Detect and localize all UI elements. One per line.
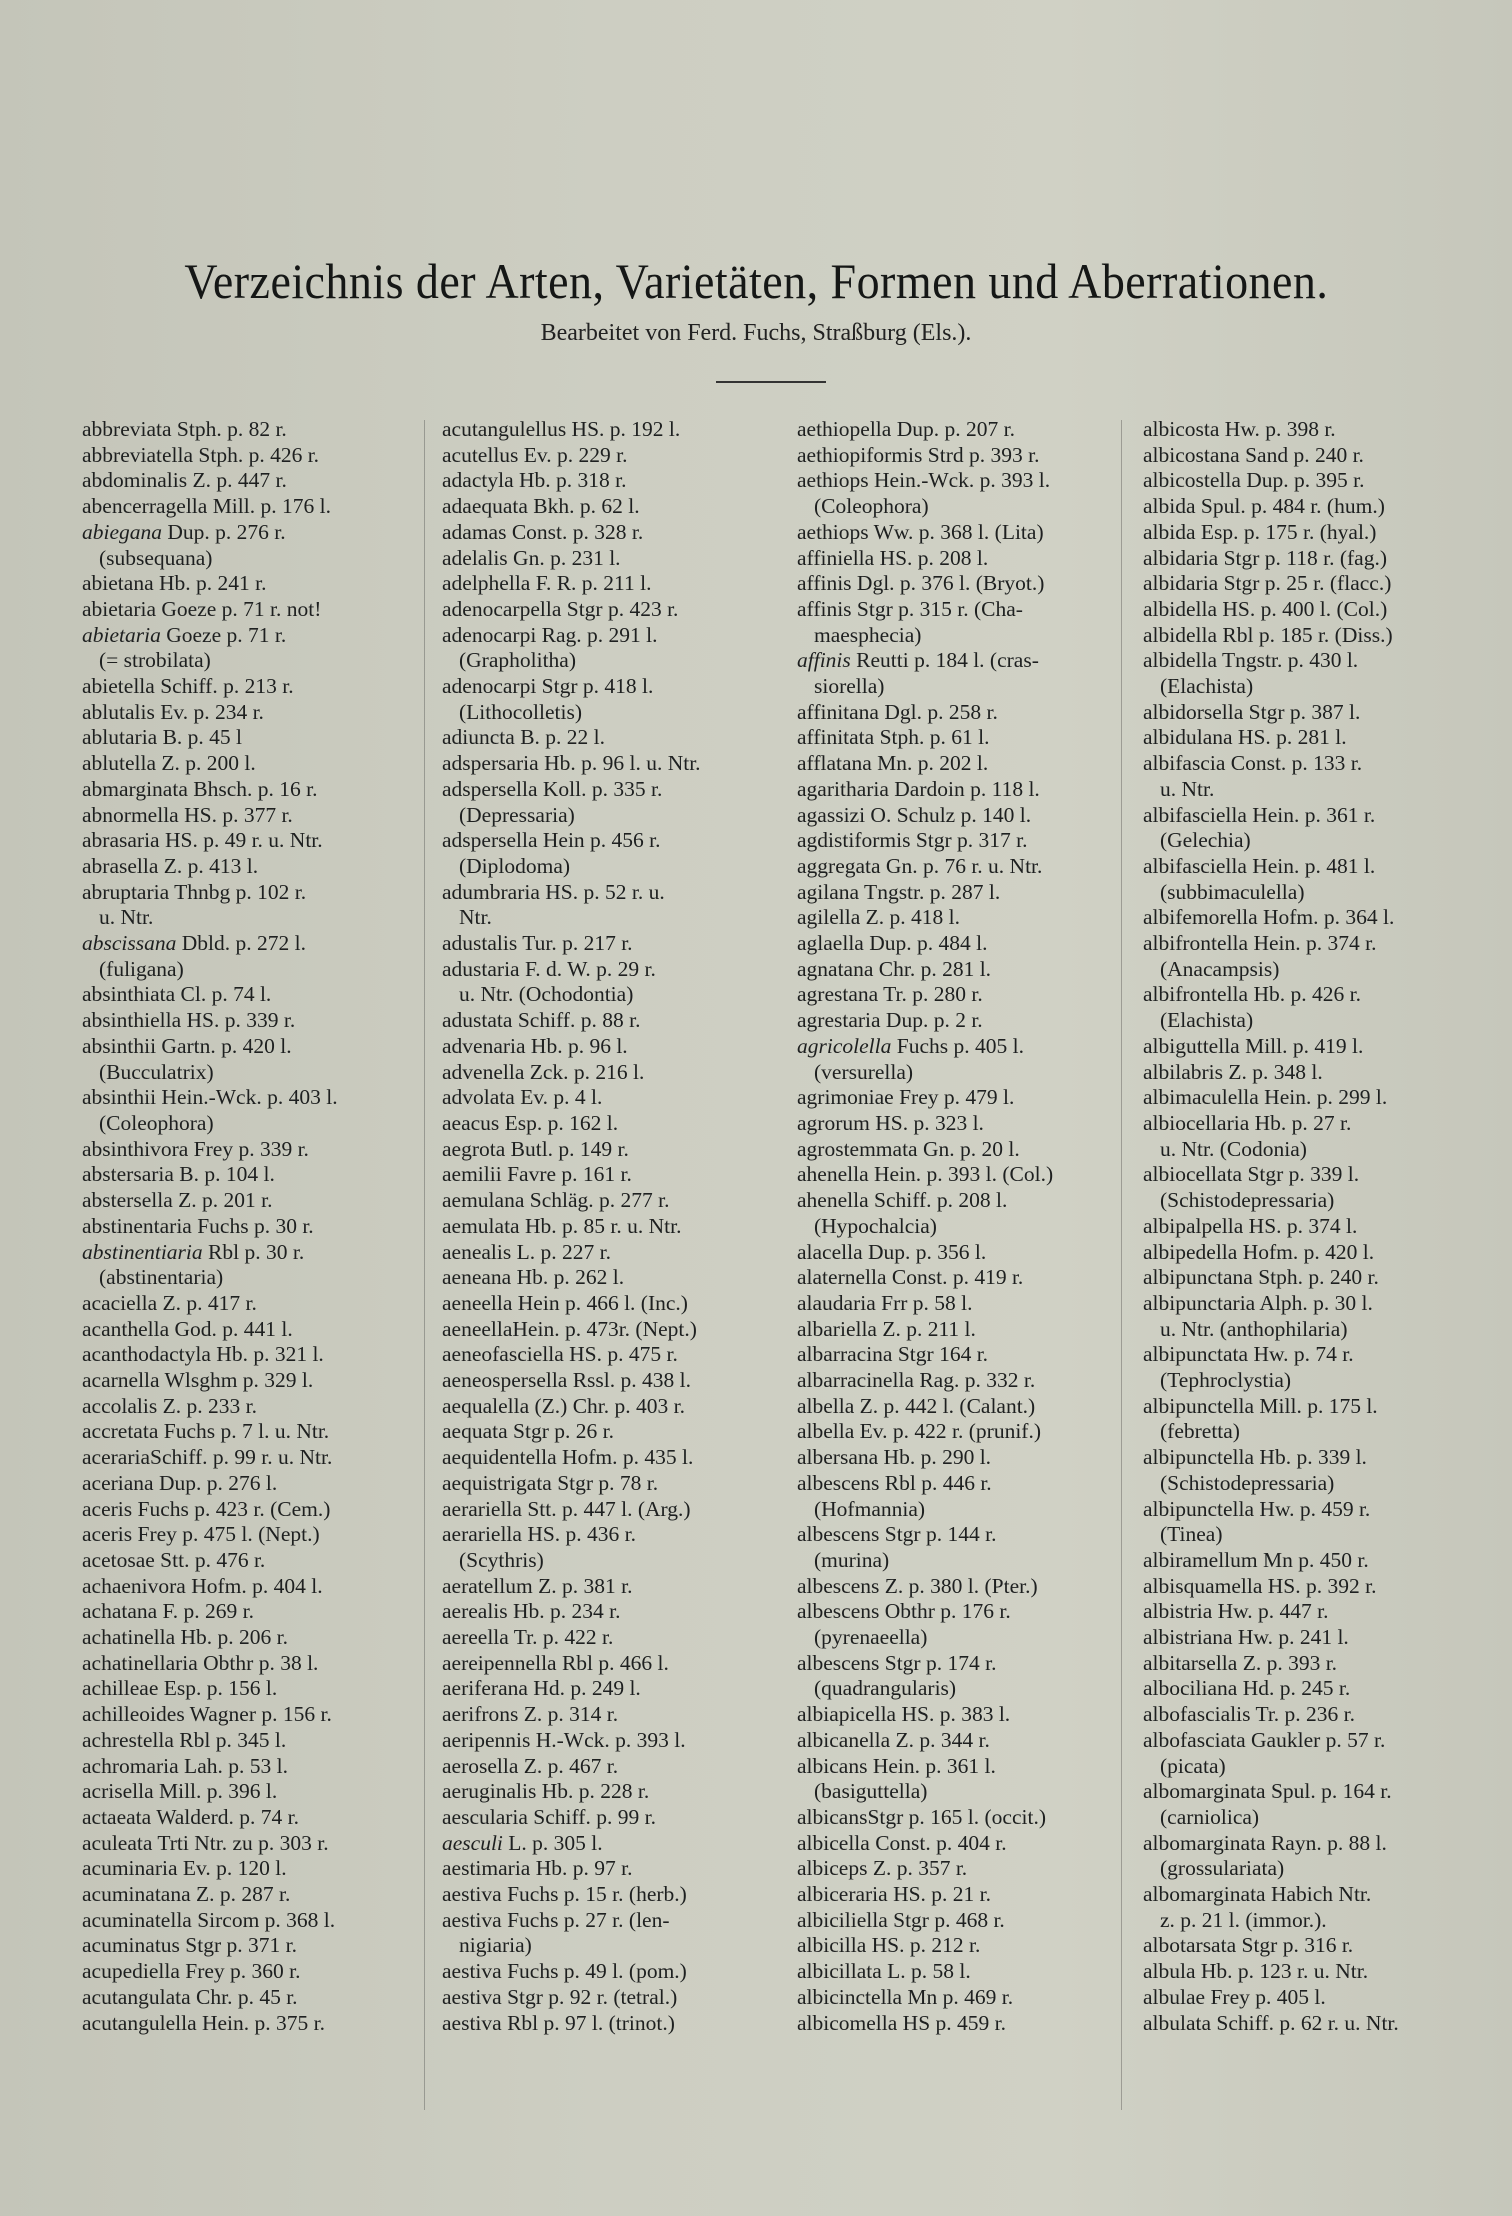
index-entry: aestiva Fuchs p. 49 l. (pom.) xyxy=(442,1959,687,1984)
index-entry: (subbimaculella) xyxy=(1160,879,1305,904)
index-entry: albipunctella Hw. p. 459 r. xyxy=(1143,1496,1371,1521)
index-entry: affinitata Stph. p. 61 l. xyxy=(797,725,990,750)
index-entry: achatana F. p. 269 r. xyxy=(82,1599,255,1624)
index-entry: albicansStgr p. 165 l. (occit.) xyxy=(797,1804,1046,1829)
index-entry: (carniolica) xyxy=(1160,1804,1260,1829)
index-entry: aemulana Schläg. p. 277 r. xyxy=(442,1188,670,1213)
index-entry: (Scythris) xyxy=(459,1547,544,1572)
index-entry: achilleoides Wagner p. 156 r. xyxy=(82,1702,332,1727)
index-entry: agrestaria Dup. p. 2 r. xyxy=(797,1008,983,1033)
index-entry: albiguttella Mill. p. 419 l. xyxy=(1143,1033,1364,1058)
index-entry: abscissana Dbld. p. 272 l. xyxy=(82,931,306,956)
index-entry: (Grapholitha) xyxy=(459,648,577,673)
index-entry: adenocarpi Rag. p. 291 l. xyxy=(442,622,658,647)
index-entry: aegrota Butl. p. 149 r. xyxy=(442,1136,629,1161)
index-entry: achromaria Lah. p. 53 l. xyxy=(82,1753,288,1778)
index-entry: abrasaria HS. p. 49 r. u. Ntr. xyxy=(82,828,323,853)
title-rule xyxy=(716,381,826,383)
index-entry: aequistrigata Stgr p. 78 r. xyxy=(442,1470,659,1495)
index-entry: albidella Rbl p. 185 r. (Diss.) xyxy=(1143,622,1393,647)
index-entry: (Diplodoma) xyxy=(459,853,571,878)
index-entry: albicostana Sand p. 240 r. xyxy=(1143,442,1364,467)
index-entry: (picata) xyxy=(1160,1753,1226,1778)
index-entry: albistria Hw. p. 447 r. xyxy=(1143,1599,1329,1624)
index-entry: (Schistodepressaria) xyxy=(1160,1470,1335,1495)
index-entry: Ntr. xyxy=(459,905,492,930)
page-title: Verzeichnis der Arten, Varietäten, Formen und Aberrationen. xyxy=(184,253,1329,309)
index-entry: aestiva Stgr p. 92 r. (tetral.) xyxy=(442,1984,678,2009)
index-entry: (subsequana) xyxy=(99,545,213,570)
index-entry: albiceps Z. p. 357 r. xyxy=(797,1856,968,1881)
index-entry: albicilla HS. p. 212 r. xyxy=(797,1933,981,1958)
index-entry: albicinctella Mn p. 469 r. xyxy=(797,1984,1014,2009)
index-entry: ablutella Z. p. 200 l. xyxy=(82,751,256,776)
index-entry: (Anacampsis) xyxy=(1160,956,1280,981)
index-entry: aerariella HS. p. 436 r. xyxy=(442,1522,637,1547)
index-entry: (pyrenaeella) xyxy=(814,1625,928,1650)
index-entry: agrorum HS. p. 323 l. xyxy=(797,1110,984,1135)
index-entry: agrimoniae Frey p. 479 l. xyxy=(797,1085,1015,1110)
index-entry: (Hypochalcia) xyxy=(814,1213,937,1238)
index-entry: absinthivora Frey p. 339 r. xyxy=(82,1136,309,1161)
index-entry: albomarginata Habich Ntr. xyxy=(1143,1882,1372,1907)
index-entry: agricolella Fuchs p. 405 l. xyxy=(797,1033,1024,1058)
index-entry: albicomella HS p. 459 r. xyxy=(797,2010,1006,2035)
index-entry: u. Ntr. (Codonia) xyxy=(1160,1136,1307,1161)
index-entry: albifasciella Hein. p. 481 l. xyxy=(1143,853,1376,878)
index-entry: albiocellata Stgr p. 339 l. xyxy=(1143,1162,1360,1187)
index-entry: albescens Obthr p. 176 r. xyxy=(797,1599,1011,1624)
index-entry: (= strobilata) xyxy=(99,648,211,673)
index-entry: achilleae Esp. p. 156 l. xyxy=(82,1676,278,1701)
index-entry: (Elachista) xyxy=(1160,674,1254,699)
index-entry: advolata Ev. p. 4 l. xyxy=(442,1085,603,1110)
index-entry: albistriana Hw. p. 241 l. xyxy=(1143,1625,1349,1650)
index-entry: agnatana Chr. p. 281 l. xyxy=(797,956,992,981)
index-entry: ablutalis Ev. p. 234 r. xyxy=(82,699,264,724)
index-entry: albofasciata Gaukler p. 57 r. xyxy=(1143,1727,1386,1752)
index-entry: affinis Stgr p. 315 r. (Cha- xyxy=(797,596,1023,621)
index-entry: acutangulella Hein. p. 375 r. xyxy=(82,2010,325,2035)
index-entry: accretata Fuchs p. 7 l. u. Ntr. xyxy=(82,1419,330,1444)
index-entry: albicans Hein. p. 361 l. xyxy=(797,1753,996,1778)
index-entry: ahenella Hein. p. 393 l. (Col.) xyxy=(797,1162,1054,1187)
index-entry: (Lithocolletis) xyxy=(459,699,582,724)
index-entry: albidulana HS. p. 281 l. xyxy=(1143,725,1347,750)
index-entry: aeripennis H.-Wck. p. 393 l. xyxy=(442,1727,686,1752)
index-entry: albicanella Z. p. 344 r. xyxy=(797,1727,990,1752)
index-entry: albulae Frey p. 405 l. xyxy=(1143,1984,1326,2009)
index-entry: albida Esp. p. 175 r. (hyal.) xyxy=(1143,519,1377,544)
index-entry: acutellus Ev. p. 229 r. xyxy=(442,442,628,467)
index-entry: absinthii Gartn. p. 420 l. xyxy=(82,1033,292,1058)
index-entry: albicella Const. p. 404 r. xyxy=(797,1830,1007,1855)
index-entry: (grossulariata) xyxy=(1160,1856,1285,1881)
index-entry: acuminaria Ev. p. 120 l. xyxy=(82,1856,287,1881)
index-entry: aequalella (Z.) Chr. p. 403 r. xyxy=(442,1393,685,1418)
index-entry: adustata Schiff. p. 88 r. xyxy=(442,1008,641,1033)
index-entry: albidorsella Stgr p. 387 l. xyxy=(1143,699,1361,724)
column-separator xyxy=(424,420,425,2110)
index-entry: (murina) xyxy=(814,1547,890,1572)
index-entry: albiciliella Stgr p. 468 r. xyxy=(797,1907,1005,1932)
index-entry: aequata Stgr p. 26 r. xyxy=(442,1419,614,1444)
index-entry: albitarsella Z. p. 393 r. xyxy=(1143,1650,1338,1675)
index-entry: albicillata L. p. 58 l. xyxy=(797,1959,971,1984)
index-entry: albifrontella Hb. p. 426 r. xyxy=(1143,982,1361,1007)
index-entry: albula Hb. p. 123 r. u. Ntr. xyxy=(1143,1959,1369,1984)
index-entry: aestiva Rbl p. 97 l. (trinot.) xyxy=(442,2010,675,2035)
index-entry: acarnella Wlsghm p. 329 l. xyxy=(82,1368,314,1393)
index-entry: aeriferana Hd. p. 249 l. xyxy=(442,1676,641,1701)
index-entry: albifascia Const. p. 133 r. xyxy=(1143,751,1363,776)
index-entry: abiegana Dup. p. 276 r. xyxy=(82,519,286,544)
index-entry: aceris Fuchs p. 423 r. (Cem.) xyxy=(82,1496,331,1521)
index-entry: abstersaria B. p. 104 l. xyxy=(82,1162,275,1187)
index-entry: acanthella God. p. 441 l. xyxy=(82,1316,293,1341)
index-entry: abietaria Goeze p. 71 r. xyxy=(82,622,287,647)
index-entry: (Coleophora) xyxy=(99,1110,214,1135)
index-entry: albipunctata Hw. p. 74 r. xyxy=(1143,1342,1354,1367)
index-entry: abruptaria Thnbg p. 102 r. xyxy=(82,879,307,904)
index-entry: albida Spul. p. 484 r. (hum.) xyxy=(1143,494,1385,519)
index-entry: maesphecia) xyxy=(814,622,922,647)
index-entry: aethiops Ww. p. 368 l. (Lita) xyxy=(797,519,1044,544)
index-entry: abietana Hb. p. 241 r. xyxy=(82,571,267,596)
index-entry: adustaria F. d. W. p. 29 r. xyxy=(442,956,656,981)
index-entry: albicostella Dup. p. 395 r. xyxy=(1143,468,1365,493)
index-entry: achaenivora Hofm. p. 404 l. xyxy=(82,1573,323,1598)
index-entry: aenealis L. p. 227 r. xyxy=(442,1239,611,1264)
index-entry: albersana Hb. p. 290 l. xyxy=(797,1445,992,1470)
index-entry: (Gelechia) xyxy=(1160,828,1251,853)
index-entry: abstinentaria Fuchs p. 30 r. xyxy=(82,1213,314,1238)
index-entry: aereipennella Rbl p. 466 l. xyxy=(442,1650,669,1675)
index-column-1 xyxy=(82,417,412,2036)
index-entry: (Schistodepressaria) xyxy=(1160,1188,1335,1213)
index-entry: agrestana Tr. p. 280 r. xyxy=(797,982,983,1007)
index-entry: albidaria Stgr p. 118 r. (fag.) xyxy=(1143,545,1387,570)
index-entry: ahenella Schiff. p. 208 l. xyxy=(797,1188,1008,1213)
index-entry: aglaella Dup. p. 484 l. xyxy=(797,931,988,956)
index-entry: (Tinea) xyxy=(1160,1522,1223,1547)
index-entry: aeacus Esp. p. 162 l. xyxy=(442,1110,619,1135)
index-entry: affiniella HS. p. 208 l. xyxy=(797,545,989,570)
index-entry: acaciella Z. p. 417 r. xyxy=(82,1290,257,1315)
index-entry: aesculi L. p. 305 l. xyxy=(442,1830,603,1855)
index-entry: aggregata Gn. p. 76 r. u. Ntr. xyxy=(797,853,1043,878)
index-entry: acanthodactyla Hb. p. 321 l. xyxy=(82,1342,324,1367)
index-entry: (febretta) xyxy=(1160,1419,1240,1444)
index-entry: advenella Zck. p. 216 l. xyxy=(442,1059,645,1084)
index-entry: agilana Tngstr. p. 287 l. xyxy=(797,879,1001,904)
index-entry: u. Ntr. (Ochodontia) xyxy=(459,982,634,1007)
index-entry: aequidentella Hofm. p. 435 l. xyxy=(442,1445,694,1470)
index-entry: agrostemmata Gn. p. 20 l. xyxy=(797,1136,1020,1161)
index-entry: absinthiata Cl. p. 74 l. xyxy=(82,982,272,1007)
index-entry: absinthiella HS. p. 339 r. xyxy=(82,1008,296,1033)
index-entry: aemulata Hb. p. 85 r. u. Ntr. xyxy=(442,1213,682,1238)
index-entry: z. p. 21 l. (immor.). xyxy=(1160,1907,1327,1932)
index-entry: (Coleophora) xyxy=(814,494,929,519)
index-entry: ablutaria B. p. 45 l xyxy=(82,725,243,750)
index-entry: aeneella Hein p. 466 l. (Inc.) xyxy=(442,1290,688,1315)
index-entry: adspersella Hein p. 456 r. xyxy=(442,828,661,853)
index-entry: albifasciella Hein. p. 361 r. xyxy=(1143,802,1376,827)
index-entry: aerealis Hb. p. 234 r. xyxy=(442,1599,621,1624)
index-entry: adiuncta B. p. 22 l. xyxy=(442,725,606,750)
index-entry: albilabris Z. p. 348 l. xyxy=(1143,1059,1323,1084)
index-column-3 xyxy=(797,417,1127,2036)
index-entry: aethiopiformis Strd p. 393 r. xyxy=(797,442,1040,467)
index-entry: absinthii Hein.-Wck. p. 403 l. xyxy=(82,1085,338,1110)
index-entry: adspersaria Hb. p. 96 l. u. Ntr. xyxy=(442,751,701,776)
index-entry: adelalis Gn. p. 231 l. xyxy=(442,545,621,570)
index-entry: aeneospersella Rssl. p. 438 l. xyxy=(442,1368,691,1393)
index-entry: (basiguttella) xyxy=(814,1779,928,1804)
index-entry: aceris Frey p. 475 l. (Nept.) xyxy=(82,1522,320,1547)
index-entry: albipedella Hofm. p. 420 l. xyxy=(1143,1239,1375,1264)
index-entry: abdominalis Z. p. 447 r. xyxy=(82,468,287,493)
index-entry: u. Ntr. xyxy=(99,905,154,930)
index-column-4 xyxy=(1143,417,1473,2036)
index-entry: abbreviata Stph. p. 82 r. xyxy=(82,417,287,441)
index-entry: albescens Stgr p. 174 r. xyxy=(797,1650,997,1675)
index-entry: aescularia Schiff. p. 99 r. xyxy=(442,1804,656,1829)
index-entry: adaequata Bkh. p. 62 l. xyxy=(442,494,640,519)
index-entry: aereella Tr. p. 422 r. xyxy=(442,1625,614,1650)
index-entry: adenocarpi Stgr p. 418 l. xyxy=(442,674,654,699)
index-entry: affinitana Dgl. p. 258 r. xyxy=(797,699,998,724)
index-entry: aeneellaHein. p. 473r. (Nept.) xyxy=(442,1316,697,1341)
index-entry: (Tephroclystia) xyxy=(1160,1368,1292,1393)
index-entry: acrisella Mill. p. 396 l. xyxy=(82,1779,278,1804)
index-entry: albella Z. p. 442 l. (Calant.) xyxy=(797,1393,1036,1418)
index-entry: aeruginalis Hb. p. 228 r. xyxy=(442,1779,650,1804)
index-entry: aestiva Fuchs p. 27 r. (len- xyxy=(442,1907,670,1932)
index-entry: albofascialis Tr. p. 236 r. xyxy=(1143,1702,1356,1727)
index-entry: alaudaria Frr p. 58 l. xyxy=(797,1290,973,1315)
index-entry: albidella HS. p. 400 l. (Col.) xyxy=(1143,596,1388,621)
index-entry: agdistiformis Stgr p. 317 r. xyxy=(797,828,1028,853)
index-entry: (versurella) xyxy=(814,1059,914,1084)
index-entry: agaritharia Dardoin p. 118 l. xyxy=(797,776,1040,801)
index-entry: agassizi O. Schulz p. 140 l. xyxy=(797,802,1032,827)
index-entry: (Hofmannia) xyxy=(814,1496,926,1521)
index-entry: adenocarpella Stgr p. 423 r. xyxy=(442,596,679,621)
index-entry: abbreviatella Stph. p. 426 r. xyxy=(82,442,320,467)
index-entry: albicosta Hw. p. 398 r. xyxy=(1143,417,1336,441)
index-entry: abmarginata Bhsch. p. 16 r. xyxy=(82,776,318,801)
index-entry: u. Ntr. xyxy=(1160,776,1215,801)
index-entry: achatinellaria Obthr p. 38 l. xyxy=(82,1650,319,1675)
index-entry: albisquamella HS. p. 392 r. xyxy=(1143,1573,1377,1598)
index-entry: albotarsata Stgr p. 316 r. xyxy=(1143,1933,1354,1958)
index-entry: albipunctaria Alph. p. 30 l. xyxy=(1143,1290,1373,1315)
index-entry: albidella Tngstr. p. 430 l. xyxy=(1143,648,1359,673)
index-entry: abencerragella Mill. p. 176 l. xyxy=(82,494,331,519)
index-entry: alaternella Const. p. 419 r. xyxy=(797,1265,1024,1290)
index-entry: actaeata Walderd. p. 74 r. xyxy=(82,1804,299,1829)
index-entry: albipunctella Mill. p. 175 l. xyxy=(1143,1393,1378,1418)
index-entry: aerifrons Z. p. 314 r. xyxy=(442,1702,619,1727)
index-entry: acuminatella Sircom p. 368 l. xyxy=(82,1907,336,1932)
index-entry: albarracinella Rag. p. 332 r. xyxy=(797,1368,1036,1393)
index-entry: (Bucculatrix) xyxy=(99,1059,214,1084)
index-entry: albiceraria HS. p. 21 r. xyxy=(797,1882,992,1907)
index-entry: (quadrangularis) xyxy=(814,1676,957,1701)
index-entry: albifemorella Hofm. p. 364 l. xyxy=(1143,905,1395,930)
index-entry: adamas Const. p. 328 r. xyxy=(442,519,644,544)
index-entry: acutangulata Chr. p. 45 r. xyxy=(82,1984,298,2009)
index-entry: acetosae Stt. p. 476 r. xyxy=(82,1547,266,1572)
index-entry: accolalis Z. p. 233 r. xyxy=(82,1393,257,1418)
index-column-2 xyxy=(442,417,772,2036)
index-entry: albescens Rbl p. 446 r. xyxy=(797,1470,992,1495)
index-entry: albescens Stgr p. 144 r. xyxy=(797,1522,997,1547)
index-entry: albella Ev. p. 422 r. (prunif.) xyxy=(797,1419,1041,1444)
index-entry: albiramellum Mn p. 450 r. xyxy=(1143,1547,1369,1572)
index-entry: albipunctana Stph. p. 240 r. xyxy=(1143,1265,1379,1290)
index-entry: affinis Dgl. p. 376 l. (Bryot.) xyxy=(797,571,1045,596)
index-entry: nigiaria) xyxy=(459,1933,532,1958)
index-entry: (Depressaria) xyxy=(459,802,575,827)
index-entry: aerosella Z. p. 467 r. xyxy=(442,1753,619,1778)
index-entry: albifrontella Hein. p. 374 r. xyxy=(1143,931,1377,956)
index-entry: albimaculella Hein. p. 299 l. xyxy=(1143,1085,1388,1110)
index-entry: acuminatus Stgr p. 371 r. xyxy=(82,1933,297,1958)
index-entry: advenaria Hb. p. 96 l. xyxy=(442,1033,628,1058)
index-entry: albescens Z. p. 380 l. (Pter.) xyxy=(797,1573,1038,1598)
index-entry: acutangulellus HS. p. 192 l. xyxy=(442,417,681,441)
index-entry: adelphella F. R. p. 211 l. xyxy=(442,571,652,596)
index-entry: abstersella Z. p. 201 r. xyxy=(82,1188,273,1213)
index-entry: aeneofasciella HS. p. 475 r. xyxy=(442,1342,678,1367)
index-entry: acerariaSchiff. p. 99 r. u. Ntr. xyxy=(82,1445,333,1470)
index-entry: agilella Z. p. 418 l. xyxy=(797,905,961,930)
index-entry: adactyla Hb. p. 318 r. xyxy=(442,468,627,493)
bleed-through-texture xyxy=(240,30,1480,230)
index-entry: (Elachista) xyxy=(1160,1008,1254,1033)
index-entry: alacella Dup. p. 356 l. xyxy=(797,1239,987,1264)
index-entry: afflatana Mn. p. 202 l. xyxy=(797,751,989,776)
index-entry: albarracina Stgr 164 r. xyxy=(797,1342,989,1367)
index-entry: siorella) xyxy=(814,674,885,699)
index-entry: albociliana Hd. p. 245 r. xyxy=(1143,1676,1351,1701)
index-entry: aethiopella Dup. p. 207 r. xyxy=(797,417,1015,441)
index-entry: u. Ntr. (anthophilaria) xyxy=(1160,1316,1348,1341)
index-entry: acuminatana Z. p. 287 r. xyxy=(82,1882,291,1907)
index-entry: abnormella HS. p. 377 r. xyxy=(82,802,293,827)
index-entry: abrasella Z. p. 413 l. xyxy=(82,853,259,878)
index-entry: aeneana Hb. p. 262 l. xyxy=(442,1265,625,1290)
index-entry: albomarginata Rayn. p. 88 l. xyxy=(1143,1830,1387,1855)
index-entry: abietaria Goeze p. 71 r. not! xyxy=(82,596,322,621)
index-entry: albipalpella HS. p. 374 l. xyxy=(1143,1213,1358,1238)
page-subtitle: Bearbeitet von Ferd. Fuchs, Straßburg (Els.). xyxy=(540,320,972,346)
index-entry: aculeata Trti Ntr. zu p. 303 r. xyxy=(82,1830,329,1855)
index-entry: albipunctella Hb. p. 339 l. xyxy=(1143,1445,1367,1470)
index-entry: acupediella Frey p. 360 r. xyxy=(82,1959,301,1984)
index-entry: abstinentiaria Rbl p. 30 r. xyxy=(82,1239,305,1264)
index-entry: albulata Schiff. p. 62 r. u. Ntr. xyxy=(1143,2010,1399,2035)
index-entry: (fuligana) xyxy=(99,956,184,981)
index-entry: adspersella Koll. p. 335 r. xyxy=(442,776,663,801)
index-entry: adustalis Tur. p. 217 r. xyxy=(442,931,633,956)
index-entry: aestimaria Hb. p. 97 r. xyxy=(442,1856,633,1881)
index-entry: affinis Reutti p. 184 l. (cras- xyxy=(797,648,1039,673)
index-entry: albariella Z. p. 211 l. xyxy=(797,1316,976,1341)
index-entry: aeratellum Z. p. 381 r. xyxy=(442,1573,633,1598)
index-entry: (abstinentaria) xyxy=(99,1265,224,1290)
index-entry: albiocellaria Hb. p. 27 r. xyxy=(1143,1110,1352,1135)
index-entry: achatinella Hb. p. 206 r. xyxy=(82,1625,288,1650)
index-entry: adumbraria HS. p. 52 r. u. xyxy=(442,879,665,904)
index-entry: aethiops Hein.-Wck. p. 393 l. xyxy=(797,468,1051,493)
index-entry: aerariella Stt. p. 447 l. (Arg.) xyxy=(442,1496,691,1521)
index-entry: albidaria Stgr p. 25 r. (flacc.) xyxy=(1143,571,1392,596)
index-entry: aemilii Favre p. 161 r. xyxy=(442,1162,632,1187)
index-entry: achrestella Rbl p. 345 l. xyxy=(82,1727,287,1752)
index-entry: abietella Schiff. p. 213 r. xyxy=(82,674,294,699)
index-entry: albiapicella HS. p. 383 l. xyxy=(797,1702,1011,1727)
index-entry: aceriana Dup. p. 276 l. xyxy=(82,1470,278,1495)
index-entry: albomarginata Spul. p. 164 r. xyxy=(1143,1779,1392,1804)
index-entry: aestiva Fuchs p. 15 r. (herb.) xyxy=(442,1882,687,1907)
